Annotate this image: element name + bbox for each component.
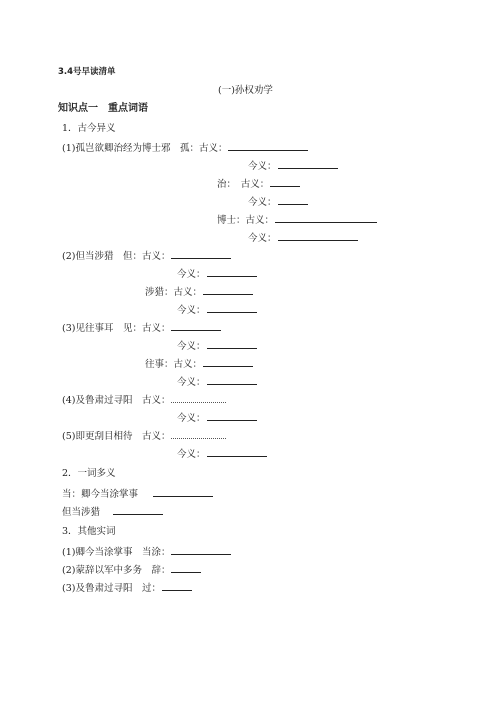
exercise-row: (3)及鲁肃过寻阳 过： — [62, 580, 192, 595]
exercise-row: (2)蒙辞以军中多务 辞： — [62, 562, 201, 577]
subsection-title-2: 2．一词多义 — [62, 468, 116, 479]
lesson-subtitle: (一)孙权劝学 — [218, 85, 273, 96]
exercise-row: (5)即更刮目相待 古义： — [62, 428, 226, 443]
answer-blank[interactable] — [171, 248, 231, 259]
exercise-row: 今义： — [248, 194, 308, 209]
answer-blank[interactable] — [171, 562, 201, 573]
exercise-row: 今义： — [177, 410, 257, 425]
exercise-row: 当：卿今当涂掌事 — [62, 486, 213, 501]
document-code: 3.4号早读清单 — [58, 67, 116, 77]
answer-blank[interactable] — [207, 446, 267, 457]
exercise-row: 博士：古义： — [217, 212, 377, 227]
exercise-row: (1)卿今当涂掌事 当涂： — [62, 544, 231, 559]
answer-blank[interactable] — [171, 320, 221, 331]
exercise-row: 今义： — [177, 374, 257, 389]
exercise-row: 今义： — [248, 230, 358, 245]
answer-blank[interactable] — [162, 580, 192, 591]
answer-blank[interactable] — [203, 284, 253, 295]
answer-blank[interactable] — [207, 410, 257, 421]
answer-blank[interactable] — [278, 230, 358, 241]
answer-blank[interactable] — [171, 544, 231, 555]
exercise-row: (1)孤岂欲卿治经为博士邪 孤：古义： — [62, 140, 308, 155]
answer-blank[interactable] — [207, 374, 257, 385]
answer-blank[interactable] — [203, 356, 253, 367]
answer-blank[interactable] — [228, 140, 308, 151]
answer-blank[interactable] — [171, 428, 226, 439]
exercise-row: 今义： — [177, 338, 257, 353]
exercise-row: 今义： — [177, 302, 257, 317]
answer-blank[interactable] — [113, 504, 163, 515]
section-title: 知识点一 重点词语 — [58, 103, 148, 114]
exercise-row: 但当涉猎 — [62, 504, 163, 519]
subsection-title-1: 1．古今异义 — [62, 123, 116, 134]
answer-blank[interactable] — [207, 266, 257, 277]
exercise-row: (2)但当涉猎 但：古义： — [62, 248, 231, 263]
exercise-row: (4)及鲁肃过寻阳 古义： — [62, 392, 226, 407]
exercise-row: 今义： — [177, 266, 257, 281]
answer-blank[interactable] — [153, 486, 213, 497]
exercise-row: 涉猎：古义： — [145, 284, 253, 299]
exercise-row: 今义： — [177, 446, 267, 461]
answer-blank[interactable] — [275, 212, 377, 223]
answer-blank[interactable] — [270, 176, 300, 187]
subsection-title-3: 3．其他实词 — [62, 526, 116, 537]
answer-blank[interactable] — [207, 302, 257, 313]
answer-blank[interactable] — [278, 158, 338, 169]
exercise-row: 往事：古义： — [145, 356, 253, 371]
exercise-row: 治： 古义： — [217, 176, 300, 191]
exercise-row: 今义： — [248, 158, 338, 173]
answer-blank[interactable] — [171, 392, 226, 403]
answer-blank[interactable] — [278, 194, 308, 205]
exercise-row: (3)见往事耳 见：古义： — [62, 320, 221, 335]
answer-blank[interactable] — [207, 338, 257, 349]
